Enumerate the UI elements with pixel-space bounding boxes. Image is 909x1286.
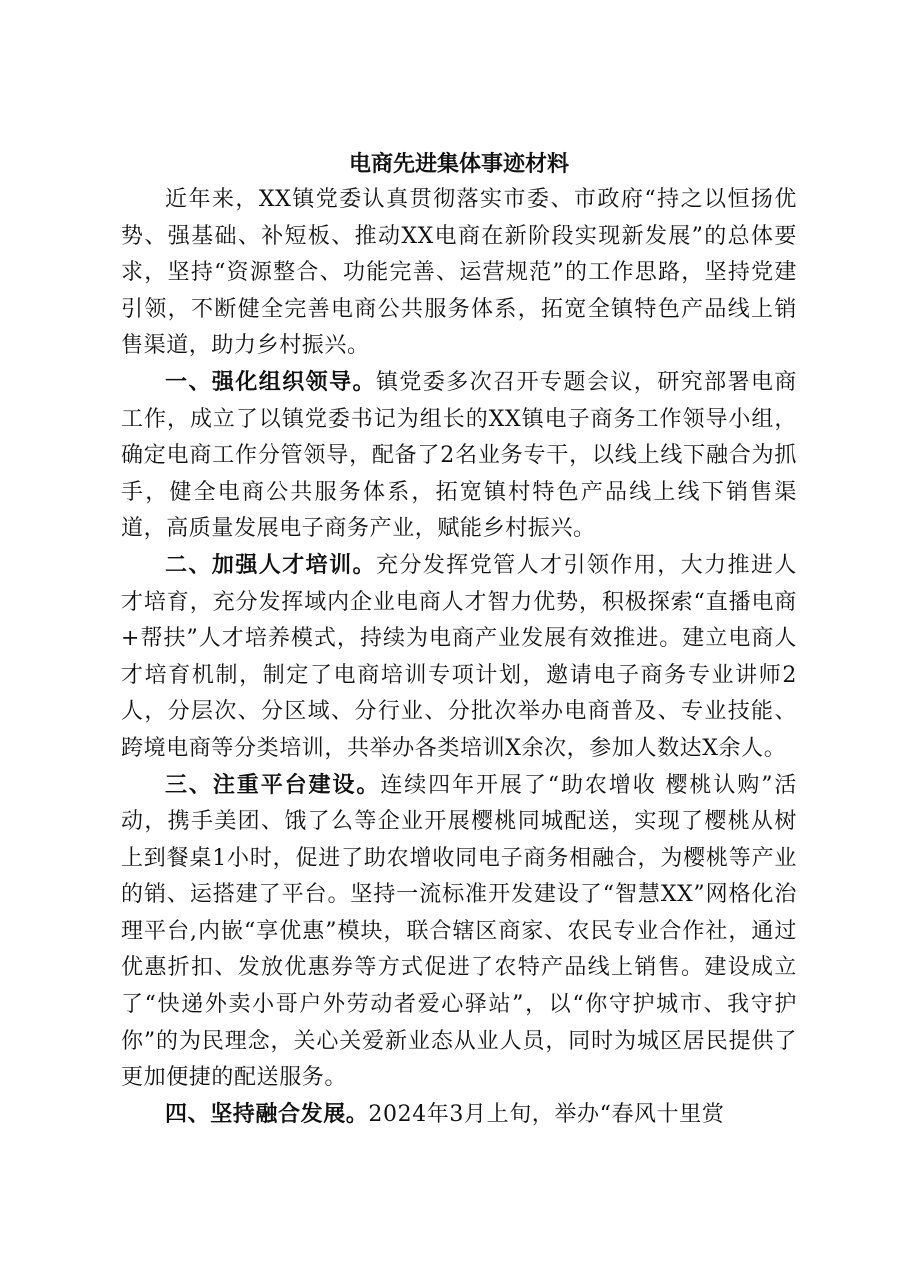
document-title: 电商先进集体事迹材料 xyxy=(348,151,569,177)
section-paragraph-3 xyxy=(121,768,797,1097)
intro-paragraph: 近年来，XX镇党委认真贯彻落实市委、市政府“持之以恒扬优势、强基础、补短板、推动XX电商在新阶段实现新发展”的总体要求，坚持“资源整合、功能完善、运营规范”的工作思路，坚持党建引领，不断健全完善电商公共服务体系，拓宽全镇特色产品线上销售渠道，助力乡村振兴。 xyxy=(121,187,797,359)
document-body xyxy=(121,146,797,1133)
section-heading-3: 三、注重平台建设。 xyxy=(165,772,381,798)
section-body-3: 连续四年开展了“助农增收 樱桃认购”活动，携手美团、饿了么等企业开展樱桃同城配送，实现了樱桃从树上到餐桌1小时，促进了助农增收同电子商务相融合，为樱桃等产业的销、运搭建了平台。坚持一流标准开发建设了“智慧XX”网格化治理平台,内嵌“享优惠”模块，联合辖区商家、农民专业合作社，通过优惠折扣、发放优惠券等方式促进了农特产品线上销售。建设成立了“快递外卖小哥户外劳动者爱心驿站”，以“你守护城市、我守护你”的为民理念，关心关爱新业态从业人员，同时为城区居民提供了更加便捷的配送服务。 xyxy=(121,772,798,1091)
section-body-2: 充分发挥党管人才引领作用，大力推进人才培育，充分发挥域内企业电商人才智力优势，积极探索“直播电商+帮扶”人才培养模式，持续为电商产业发展有效推进。建立电商人才培育机制，制定了电商培训专项计划，邀请电子商务专业讲师2人，分层次、分区域、分行业、分批次举办电商普及、专业技能、跨境电商等分类培训，共举办各类培训X余次，参加人数达X余人。 xyxy=(121,552,797,761)
section-heading-4: 四、坚持融合发展。 xyxy=(165,1101,369,1127)
section-body-1: 镇党委多次召开专题会议，研究部署电商工作，成立了以镇党委书记为组长的XX镇电子商务工作领导小组，确定电商工作分管领导，配备了2名业务专干，以线上线下融合为抓手，健全电商公共服务体系，拓宽镇村特色产品线上线下销售渠道，高质量发展电子商务产业，赋能乡村振兴。 xyxy=(121,369,797,542)
section-heading-1: 一、强化组织领导。 xyxy=(165,369,376,395)
section-paragraph-1 xyxy=(121,365,797,548)
section-body-4: 2024年3月上旬，举办“春风十里赏 xyxy=(368,1101,725,1127)
section-paragraph-2 xyxy=(121,548,797,768)
section-paragraph-4 xyxy=(121,1097,797,1134)
section-heading-2: 二、加强人才培训。 xyxy=(165,552,376,578)
